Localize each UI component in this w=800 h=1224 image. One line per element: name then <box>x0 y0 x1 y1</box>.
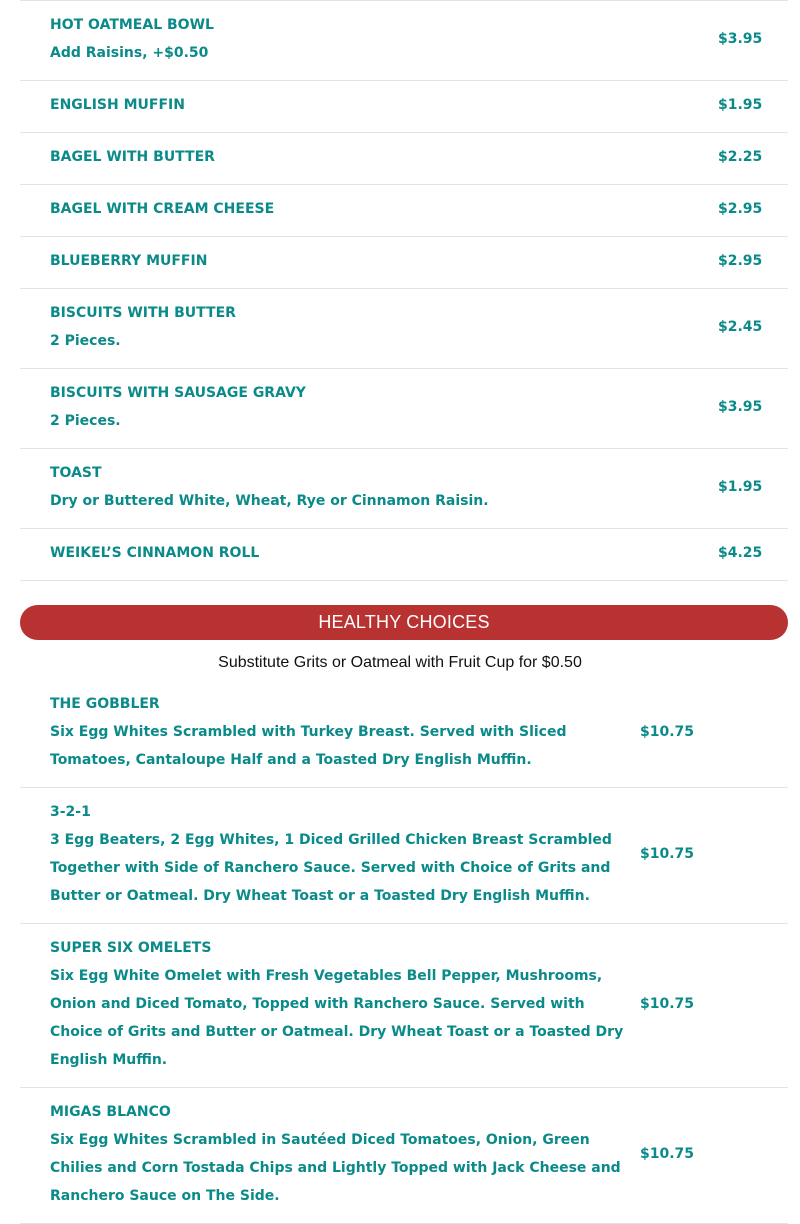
menu-item-name: ENGLISH MUFFIN <box>50 97 185 113</box>
menu-item <box>20 529 788 581</box>
menu-item-price: $10.75 <box>640 1146 695 1162</box>
menu-item-description: 3 Egg Beaters, 2 Egg Whites, 1 Diced Grilled Chicken Breast Scrambled Together with Side of Ranchero Sauce. Served with Choice of Grits and Butter or Oatmeal. Dry Wheat Toast or a Toasted Dry English Muffin. <box>50 832 612 904</box>
menu-item-text <box>20 539 718 567</box>
menu-item-name: WEIKEL’S CINNAMON ROLL <box>50 545 260 561</box>
menu-item-price: $3.95 <box>718 399 763 415</box>
menu-item-description: Dry or Buttered White, Wheat, Rye or Cinnamon Raisin. <box>50 493 489 509</box>
menu-item <box>20 1088 788 1224</box>
menu-item-text <box>20 91 718 119</box>
healthy-menu-list <box>20 680 788 1224</box>
menu-item-name: HOT OATMEAL BOWL <box>50 17 214 33</box>
menu-item-name: BISCUITS WITH BUTTER <box>50 305 236 321</box>
menu-item <box>20 185 788 237</box>
menu-item-description: 2 Pieces. <box>50 333 121 349</box>
menu-item <box>20 81 788 133</box>
menu-item-text <box>20 143 718 171</box>
menu-item <box>20 237 788 289</box>
menu-item-name: TOAST <box>50 465 102 481</box>
menu-item-text <box>20 11 718 67</box>
menu-item-price: $3.95 <box>718 31 763 47</box>
menu-item-price: $2.25 <box>718 149 763 165</box>
menu-item-description: Six Egg Whites Scrambled with Turkey Breast. Served with Sliced Tomatoes, Cantaloupe Half and a Toasted Dry English Muffin. <box>50 724 567 768</box>
menu-item-description: Six Egg Whites Scrambled in Sautéed Diced Tomatoes, Onion, Green Chilies and Corn Tostada Chips and Lightly Topped with Jack Cheese and Ranchero Sauce on The Side. <box>50 1132 621 1204</box>
healthy-choices-note: Substitute Grits or Oatmeal with Fruit Cup for $0.50 <box>218 654 582 671</box>
menu-item-text <box>20 690 640 774</box>
menu-item-name: SUPER SIX OMELETS <box>50 940 212 956</box>
menu-item-name: BISCUITS WITH SAUSAGE GRAVY <box>50 385 306 401</box>
menu-item-price: $1.95 <box>718 97 763 113</box>
breakfast-menu-list <box>20 0 788 581</box>
menu-item-price: $2.95 <box>718 253 763 269</box>
menu-item <box>20 924 788 1088</box>
menu-item-text <box>20 459 718 515</box>
menu-item-text <box>20 195 718 223</box>
menu-item <box>20 449 788 529</box>
menu-item-text <box>20 247 718 275</box>
menu-item-description: Six Egg White Omelet with Fresh Vegetables Bell Pepper, Mushrooms, Onion and Diced Tomato, Topped with Ranchero Sauce. Served with Choice of Grits and Butter or Oatmeal. Dry Wheat Toast or a Toasted Dry English Muffin. <box>50 968 624 1068</box>
menu-item-price: $1.95 <box>718 479 763 495</box>
menu-item <box>20 133 788 185</box>
menu-item-text <box>20 379 718 435</box>
menu-item-name: BAGEL WITH CREAM CHEESE <box>50 201 275 217</box>
menu-item-price: $2.95 <box>718 201 763 217</box>
menu-item-price: $10.75 <box>640 724 695 740</box>
menu-item-price: $10.75 <box>640 996 695 1012</box>
menu-item-text <box>20 798 640 910</box>
menu-item <box>20 369 788 449</box>
menu-item-name: MIGAS BLANCO <box>50 1104 171 1120</box>
menu-item <box>20 788 788 924</box>
menu-item-price: $2.45 <box>718 319 763 335</box>
menu-item-text <box>20 299 718 355</box>
menu-item-description: Add Raisins, +$0.50 <box>50 45 209 61</box>
menu-item-name: BLUEBERRY MUFFIN <box>50 253 208 269</box>
healthy-choices-banner <box>20 605 788 640</box>
menu-item <box>20 289 788 369</box>
menu-item-name: THE GOBBLER <box>50 696 160 712</box>
menu-item-description: 2 Pieces. <box>50 413 121 429</box>
menu-item-text <box>20 934 640 1074</box>
healthy-choices-title: HEALTHY CHOICES <box>318 612 490 632</box>
menu-item-text <box>20 1098 640 1210</box>
menu-item-price: $10.75 <box>640 846 695 862</box>
menu-item-name: BAGEL WITH BUTTER <box>50 149 215 165</box>
menu-item-price: $4.25 <box>718 545 763 561</box>
menu-item <box>20 680 788 788</box>
menu-item <box>20 0 788 81</box>
menu-item-name: 3-2-1 <box>50 804 91 820</box>
